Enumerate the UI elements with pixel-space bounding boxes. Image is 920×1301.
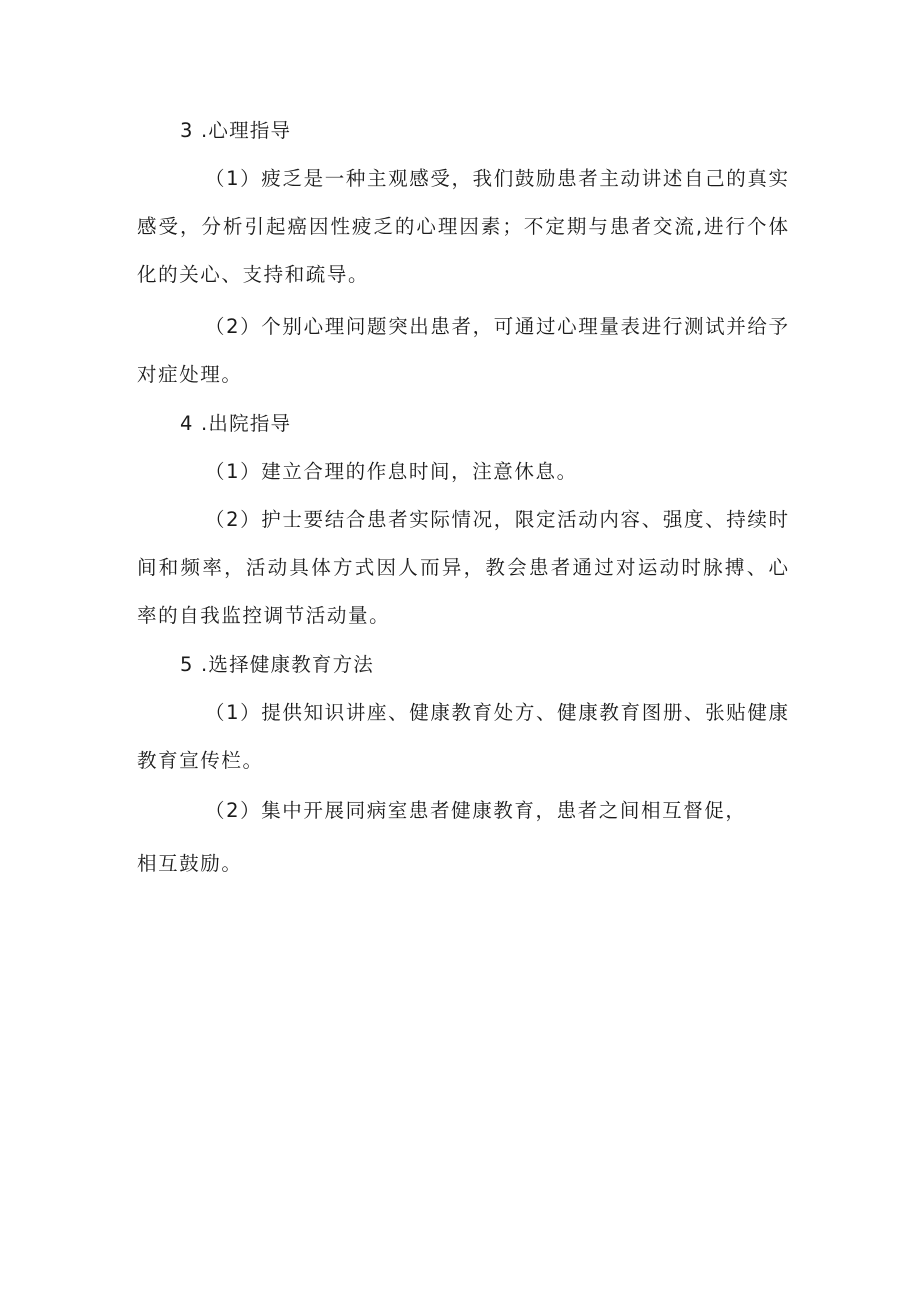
paragraph-line: 对症处理。 [137, 363, 243, 386]
section-heading-discharge-guidance: 4 .出院指导 [180, 412, 292, 435]
paragraph-line: 教育宣传栏。 [137, 749, 264, 772]
paragraph-line: （2）集中开展同病室患者健康教育，患者之间相互督促， [205, 799, 747, 822]
paragraph-line: 间和频率，活动具体方式因人而异，教会患者通过对运动时脉搏、心 [137, 556, 788, 579]
paragraph-line: （2）护士要结合患者实际情况，限定活动内容、强度、持续时 [205, 508, 788, 531]
paragraph-line: 率的自我监控调节活动量。 [137, 604, 391, 627]
paragraph-line: 感受，分析引起癌因性疲乏的心理因素；不定期与患者交流,进行个体 [137, 215, 788, 238]
paragraph-line: （1）疲乏是一种主观感受，我们鼓励患者主动讲述自己的真实 [205, 167, 788, 190]
paragraph-line: 相互鼓励。 [137, 852, 243, 875]
paragraph-line: （1）建立合理的作息时间，注意休息。 [205, 460, 578, 483]
paragraph-line: （1）提供知识讲座、健康教育处方、健康教育图册、张贴健康 [205, 701, 788, 724]
section-heading-psychological-guidance: 3 .心理指导 [180, 119, 292, 142]
section-heading-health-education-methods: 5 .选择健康教育方法 [180, 653, 375, 676]
paragraph-line: 化的关心、支持和疏导。 [137, 263, 370, 286]
paragraph-line: （2）个别心理问题突出患者，可通过心理量表进行测试并给予 [205, 315, 788, 338]
